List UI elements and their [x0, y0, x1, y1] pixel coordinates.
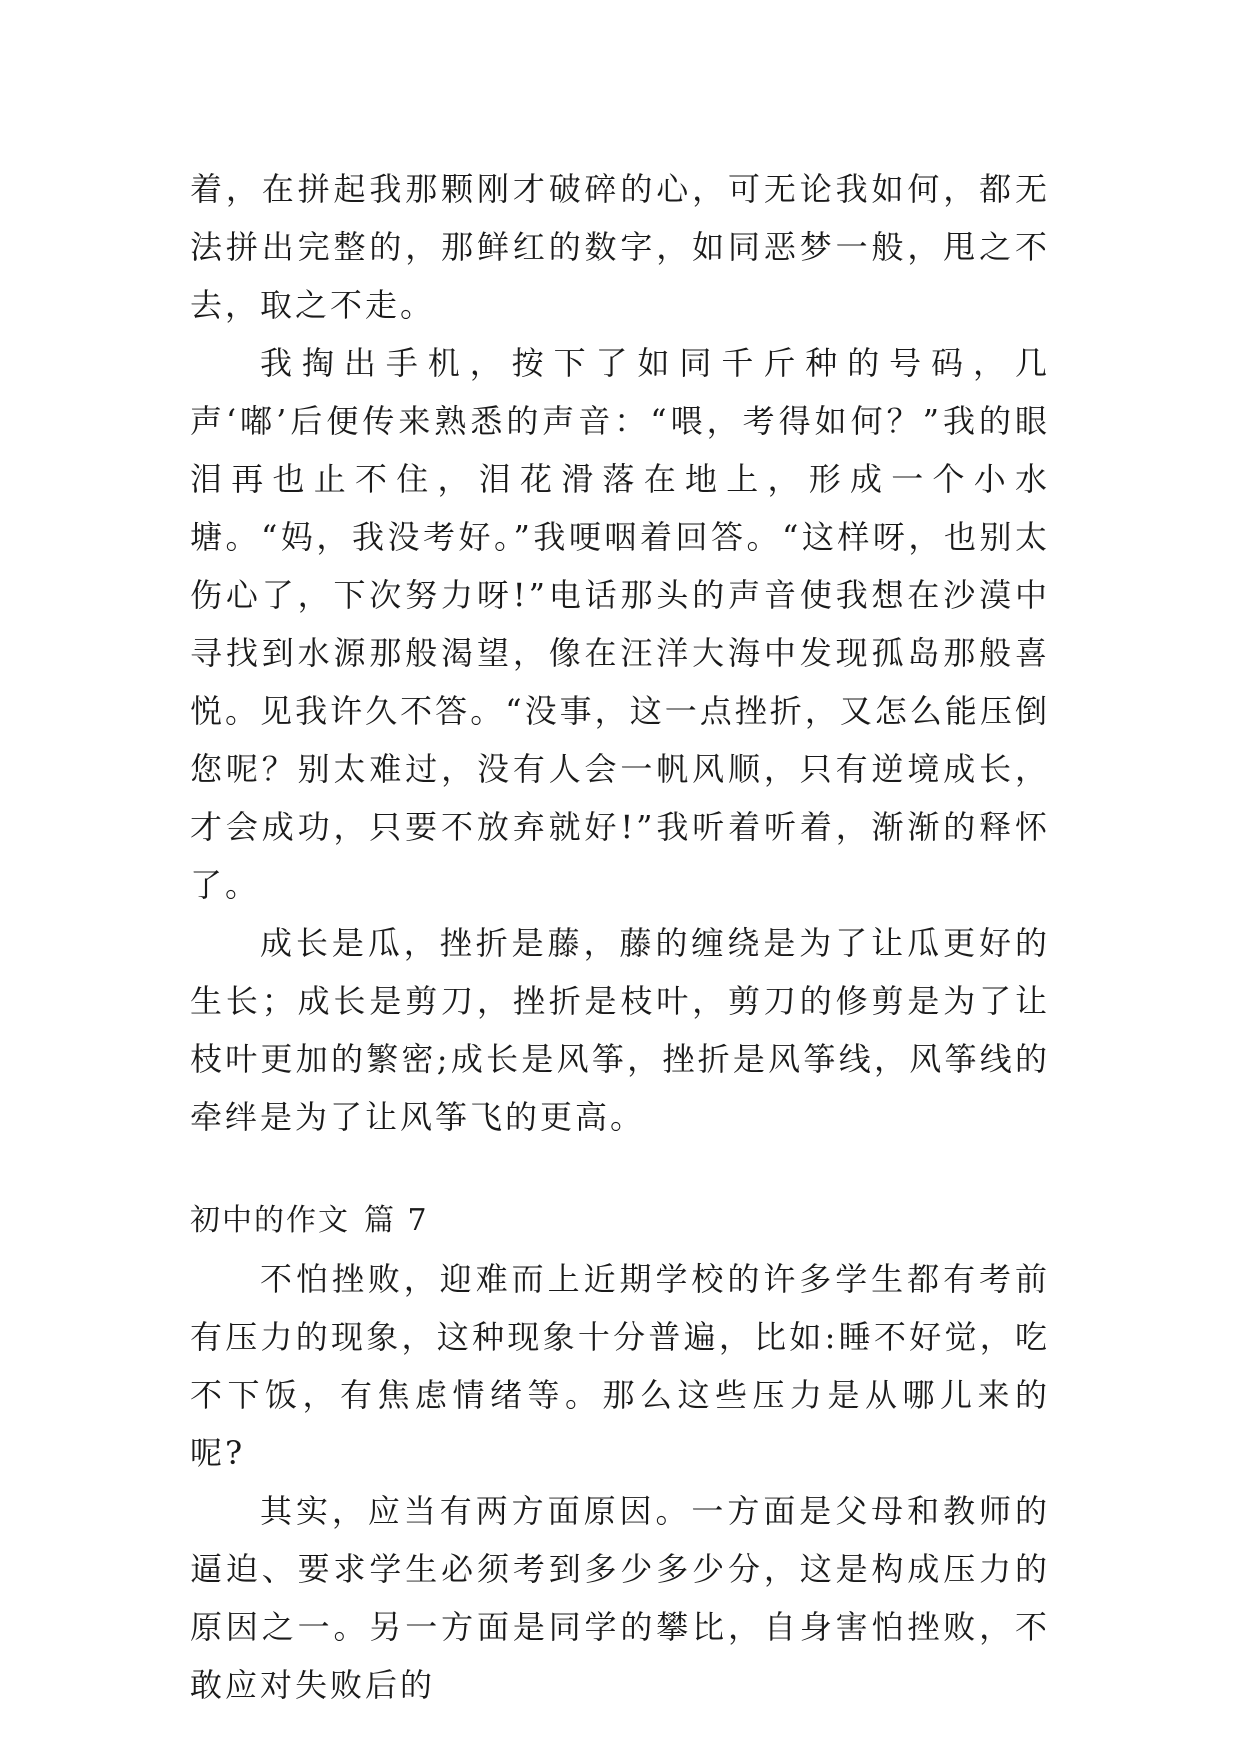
section-heading — [190, 1192, 1050, 1250]
paragraph-continuation: 着，在拼起我那颗刚才破碎的心，可无论我如何，都无法拼出完整的，那鲜红的数字，如同恶梦一般，甩之不去，取之不走。 — [190, 170, 1050, 324]
paragraph-exam-pressure: 不怕挫败，迎难而上近期学校的许多学生都有考前有压力的现象，这种现象十分普遍，比如:睡不好觉，吃不下饭，有焦虑情绪等。那么这些压力是从哪儿来的呢? — [190, 1260, 1050, 1472]
paragraph-pressure-causes: 其实，应当有两方面原因。一方面是父母和教师的逼迫、要求学生必须考到多少多少分，这是构成压力的原因之一。另一方面是同学的攀比，自身害怕挫败，不敢应对失败后的 — [190, 1492, 1050, 1704]
section-title-text: 初中的作文 — [190, 1203, 350, 1238]
document-page — [190, 160, 1050, 1714]
paragraph-growth-metaphor: 成长是瓜，挫折是藤，藤的缠绕是为了让瓜更好的生长；成长是剪刀，挫折是枝叶，剪刀的修剪是为了让枝叶更加的繁密;成长是风筝，挫折是风筝线，风筝线的牵绊是为了让风筝飞的更高。 — [190, 924, 1050, 1136]
section-number: 篇 7 — [364, 1203, 429, 1238]
paragraph-phone-call: 我掏出手机，按下了如同千斤种的号码，几声‘嘟’后便传来熟悉的声音：“喂，考得如何？”我的眼泪再也止不住，泪花滑落在地上，形成一个小水塘。“妈，我没考好。”我哽咽着回答。“这样呀，也别太伤心了，下次努力呀!”电话那头的声音使我想在沙漠中寻找到水源那般渴望，像在汪洋大海中发现孤岛那般喜悦。见我许久不答。“没事，这一点挫折，又怎么能压倒您呢？别太难过，没有人会一帆风顺，只有逆境成长，才会成功，只要不放弃就好!”我听着听着，渐渐的释怀了。 — [190, 344, 1050, 904]
